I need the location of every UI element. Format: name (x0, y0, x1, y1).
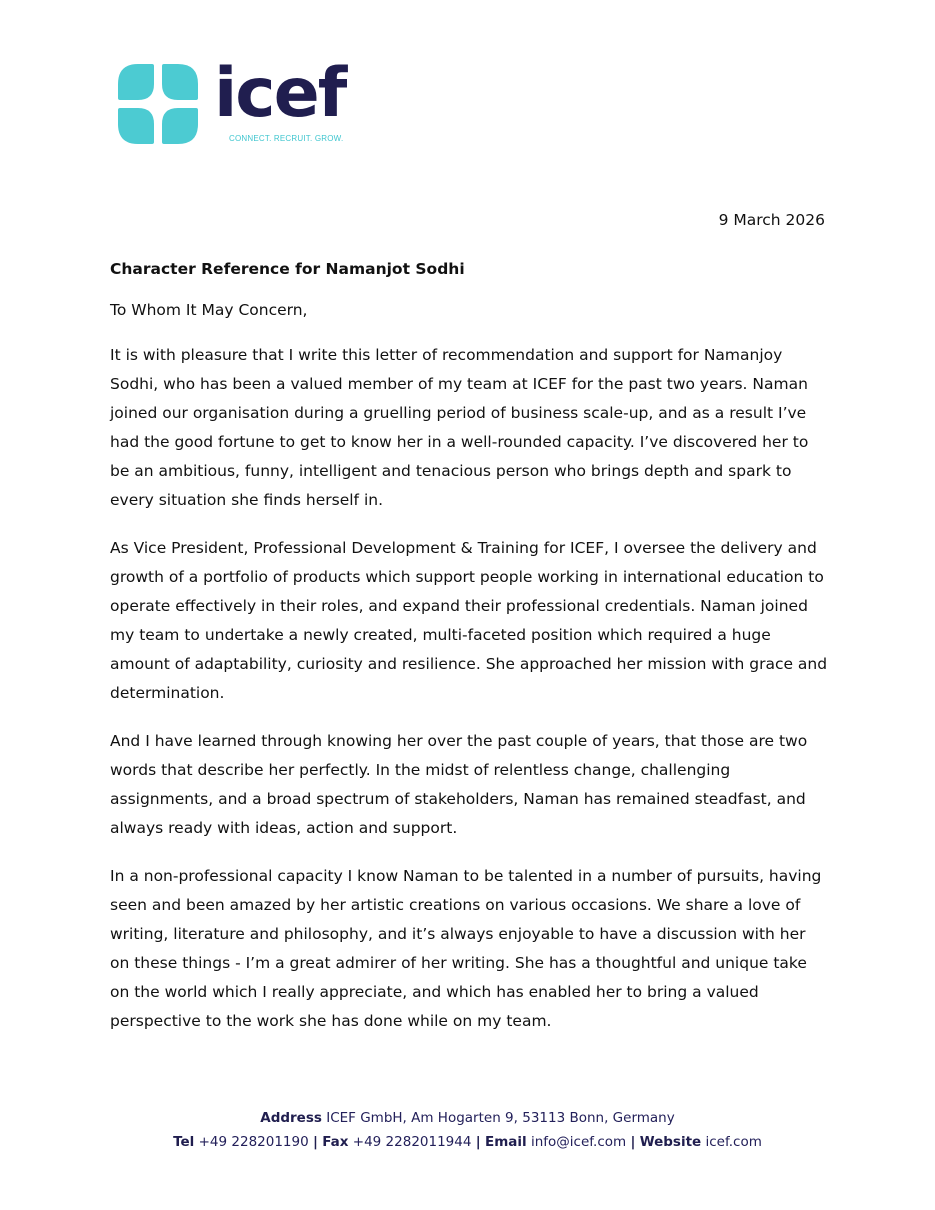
letter-paragraph: It is with pleasure that I write this letter of recommendation and support for Namanjoy Sodhi, who has been a valued member of my team at ICEF for the past two years. Naman joined our organisation during a gruelling period of business scale-up, and as a result I’ve had the good fortune to get to know her in a well-rounded capacity. I’ve discovered her to be an ambitious, funny, intelligent and tenacious person who brings depth and spark to every situation she finds herself in. (110, 346, 809, 509)
letter-subject: Character Reference for Namanjot Sodhi (110, 260, 465, 278)
footer-address-label: Address (260, 1110, 322, 1126)
footer-fax: +49 2282011944 (352, 1134, 472, 1150)
icef-logo (116, 54, 356, 152)
footer-separator: | (630, 1134, 636, 1150)
letter-paragraph: And I have learned through knowing her over the past couple of years, that those are two words that describe her perfectly. In the midst of relentless change, challenging assignments, and a broad spectrum of stakeholders, Naman has remained steadfast, and always ready with ideas, action and support. (110, 732, 808, 837)
footer-contact-line (0, 1130, 935, 1154)
footer-tel-label: Tel (173, 1134, 195, 1150)
icef-wordmark: icef (214, 54, 346, 133)
footer-separator: | (313, 1134, 318, 1150)
icef-tagline: CONNECT. RECRUIT. GROW. (229, 134, 344, 143)
footer-tel: +49 228201190 (198, 1134, 309, 1150)
letter-footer (0, 1106, 935, 1154)
letter-salutation: To Whom It May Concern, (110, 301, 308, 319)
footer-address: ICEF GmbH, Am Hogarten 9, 53113 Bonn, Germany (326, 1110, 675, 1126)
footer-website[interactable]: icef.com (705, 1134, 762, 1150)
letter-paragraph: In a non-professional capacity I know Naman to be talented in a number of pursuits, having seen and been amazed by her artistic creations on various occasions. We share a love of writing, literature and philosophy, and it’s always enjoyable to have a discussion with her on these things - I’m a great admirer of her writing. She has a thoughtful and unique take on the world which I really appreciate, and which has enabled her to bring a valued perspective to the work she has done while on my team. (110, 867, 822, 1030)
letter-date: 9 March 2026 (718, 211, 825, 229)
footer-email-label: Email (485, 1134, 527, 1150)
footer-separator: | (475, 1134, 481, 1150)
footer-email[interactable]: info@icef.com (530, 1134, 627, 1150)
footer-fax-label: Fax (322, 1134, 349, 1150)
letter-body (110, 258, 828, 1055)
footer-website-label: Website (639, 1134, 702, 1150)
letter-paragraph: As Vice President, Professional Development & Training for ICEF, I oversee the delivery and growth of a portfolio of products which support people working in international education to operate effectively in their roles, and expand their professional credentials. Naman joined my team to undertake a newly created, multi-faceted position which required a huge amount of adaptability, curiosity and resilience. She approached her mission with grace and determination. (110, 539, 828, 702)
footer-address-line (0, 1106, 935, 1130)
icef-logo-mark-icon (116, 62, 200, 146)
